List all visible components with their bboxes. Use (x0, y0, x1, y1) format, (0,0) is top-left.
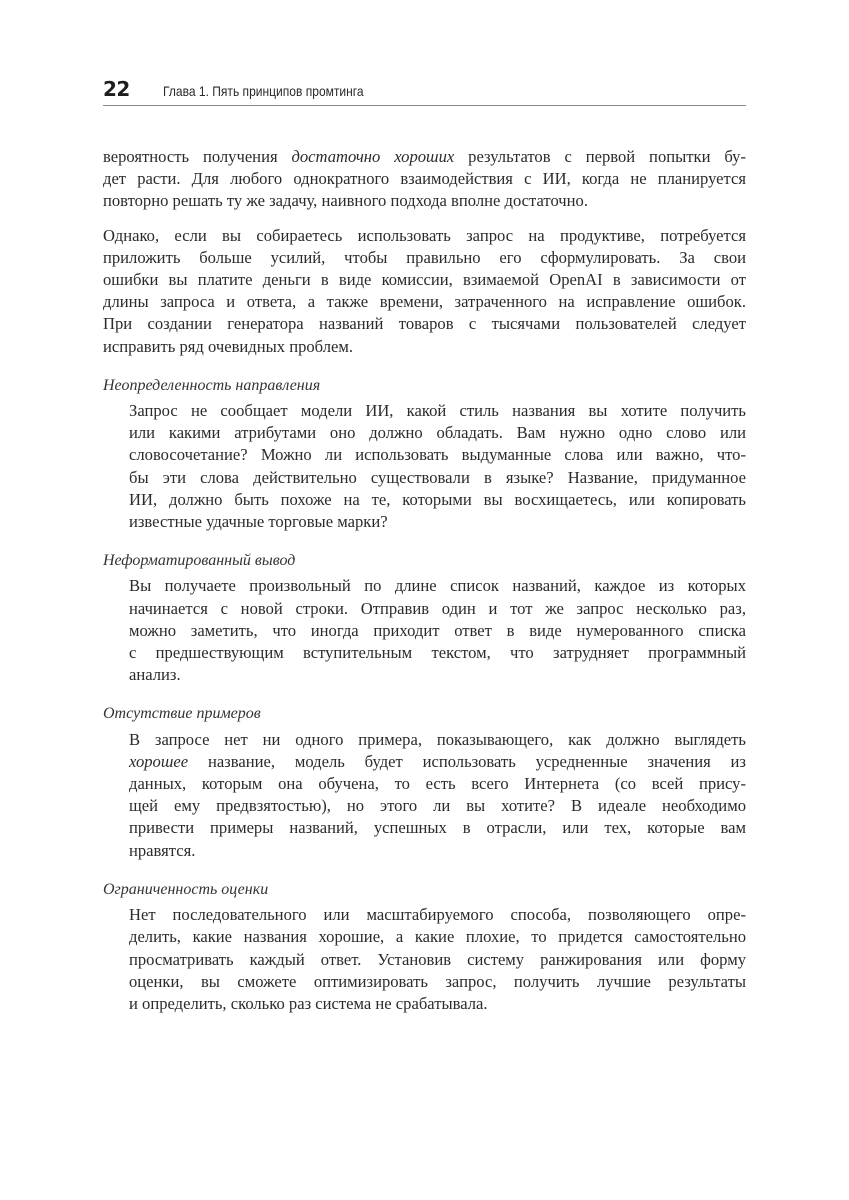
definition-body (129, 904, 746, 1015)
definition-body (129, 575, 746, 686)
text-line: можно заметить, что иногда приходит ответ в виде нумерованного списка (129, 620, 746, 640)
text-line: привести примеры названий, успешных в отрасли, или тех, которые вам (129, 818, 746, 838)
running-head (103, 77, 746, 103)
text-line: словосочетание? Можно ли использовать выдуманные слова или важно, что- (129, 445, 746, 465)
text-line: и определить, сколько раз система не срабатывала. (129, 993, 488, 1013)
text-line: приложить больше усилий, чтобы правильно его сформулировать. За свои (103, 247, 746, 267)
text-line: или какими атрибутами оно должно обладать. Вам нужно одно слово или (129, 423, 746, 443)
paragraph-intro-1 (103, 146, 746, 213)
text-line: В запросе нет ни одного примера, показывающего, как должно выглядеть (129, 729, 746, 749)
emphasis: хорошее (129, 751, 189, 771)
text-line: данных, которым она обучена, то есть всего Интернета (со всей прису- (129, 774, 746, 794)
definition-body (129, 400, 746, 533)
paragraph-intro-2 (103, 225, 746, 358)
text-line: анализ. (129, 665, 181, 685)
header-rule (103, 105, 746, 106)
body-text (103, 146, 746, 1015)
definition-item (103, 550, 746, 686)
text-line: оценки, вы сможете оптимизировать запрос, получить лучшие результаты (129, 971, 746, 991)
text-line: хорошее название, модель будет использовать усредненные значения из (129, 751, 746, 771)
text-line: бы эти слова действительно существовали в языке? Название, придуманное (129, 467, 746, 487)
definition-body (129, 729, 746, 862)
text-line: При создании генератора названий товаров с тысячами пользователей следует (103, 314, 746, 334)
text-line: нравятся. (129, 840, 196, 860)
text-line: вероятность получения достаточно хороших результатов с первой попытки бу- (103, 147, 746, 166)
text-line: с предшествующим вступительным текстом, что затрудняет программный (129, 643, 746, 663)
text-line: длины запроса и ответа, а также времени, затраченного на исправление ошибок. (103, 292, 746, 312)
text-line: исправить ряд очевидных проблем. (103, 336, 353, 356)
text-line: ИИ, должно быть похоже на те, которыми вы восхищаетесь, или копировать (129, 489, 746, 509)
emphasis: достаточно хороших (291, 147, 455, 166)
chapter-title: Глава 1. Пять принципов промтинга (163, 83, 364, 99)
text-line: известные удачные торговые марки? (129, 512, 388, 532)
text-line: делить, какие названия хорошие, а какие плохие, то придется самостоятельно (129, 927, 746, 947)
definition-item (103, 375, 746, 533)
definition-item (103, 879, 746, 1015)
text-line: Вы получаете произвольный по длине список названий, каждое из которых (129, 576, 746, 596)
text-line: Однако, если вы собираетесь использовать запрос на продуктиве, потребуется (103, 225, 746, 245)
definition-term: Ограниченность оценки (103, 880, 269, 898)
text-line: щей ему предвзятостью), но этого ли вы хотите? В идеале необходимо (129, 796, 746, 816)
text-line: Запрос не сообщает модели ИИ, какой стиль названия вы хотите получить (129, 401, 746, 421)
text-line: повторно решать ту же задачу, наивного подхода вполне достаточно. (103, 191, 588, 211)
text-line: Нет последовательного или масштабируемого способа, позволяющего опре- (129, 905, 746, 925)
text-line: просматривать каждый ответ. Установив систему ранжирования или форму (129, 949, 746, 969)
text-line: ошибки вы платите деньги в виде комиссии, взимаемой OpenAI в зависимости от (103, 270, 746, 290)
text-line: начинается с новой строки. Отправив один и тот же запрос несколько раз, (129, 598, 746, 618)
definition-term: Неформатированный вывод (103, 552, 296, 570)
text-line: дет расти. Для любого однократного взаимодействия с ИИ, когда не планируется (103, 169, 746, 189)
definition-item (103, 703, 746, 861)
definition-term: Неопределенность направления (103, 376, 321, 394)
page-number: 22 (103, 77, 130, 101)
definition-term: Отсутствие примеров (103, 705, 261, 723)
